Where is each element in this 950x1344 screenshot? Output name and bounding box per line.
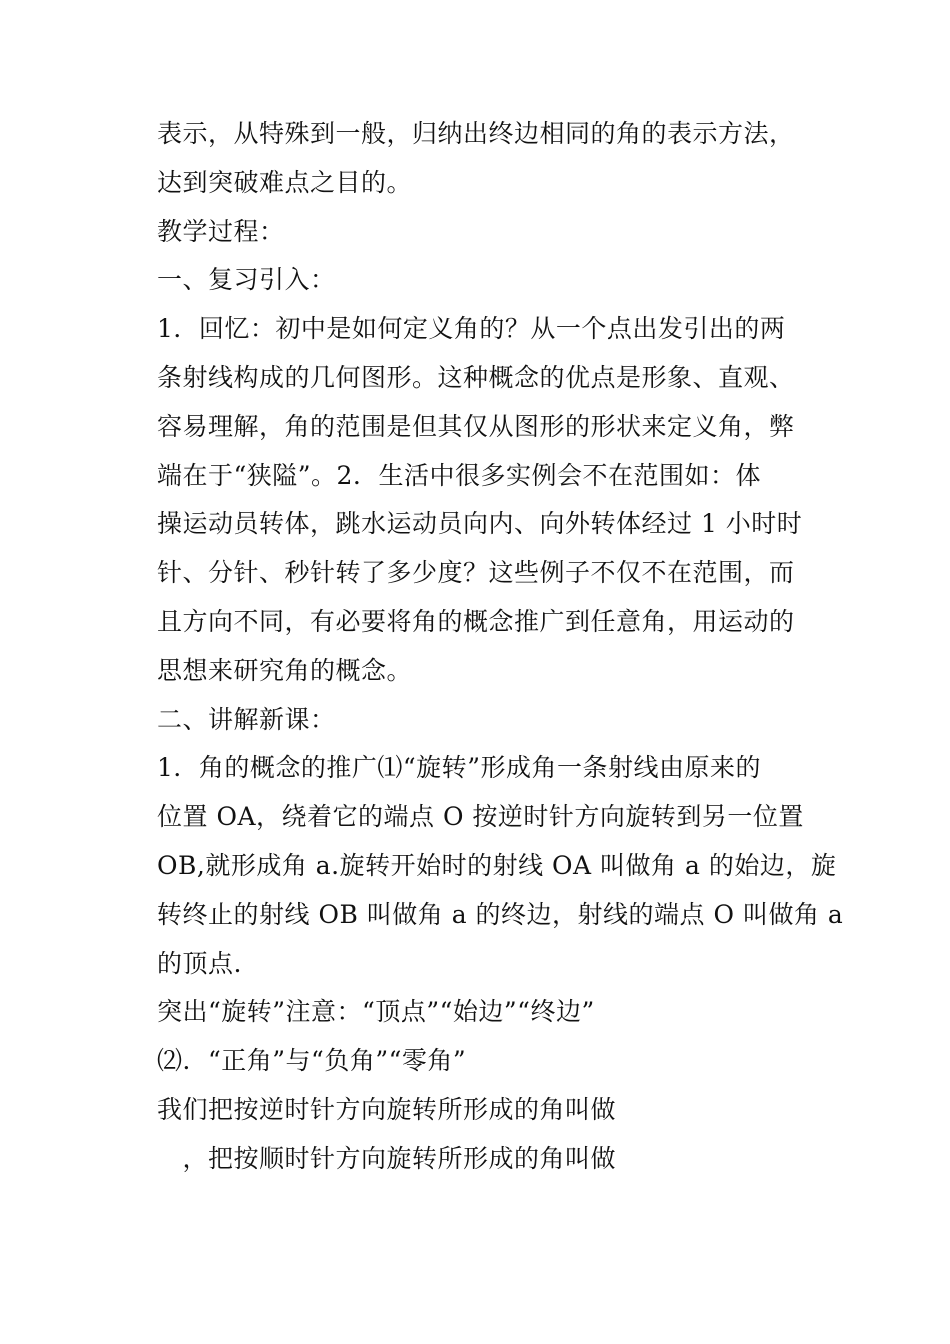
text-line: 的顶点.	[157, 948, 242, 978]
text-line: 教学过程：	[157, 216, 285, 246]
text-line: 且方向不同，有必要将角的概念推广到任意角，用运动的	[157, 606, 795, 636]
text-line: 位置 OA，绕着它的端点 O 按逆时针方向旋转到另一位置	[157, 802, 804, 832]
text-line: 表示，从特殊到一般，归纳出终边相同的角的表示方法，	[157, 119, 795, 148]
text-line: 条射线构成的几何图形。这种概念的优点是形象、直观、	[157, 362, 795, 392]
text-line: 针、分针、秒针转了多少度？这些例子不仅不在范围，而	[157, 558, 795, 588]
text-line: 端在于“狭隘”。2．生活中很多实例会不在范围如：体	[157, 460, 761, 490]
text-line: 突出“旋转”注意：“顶点”“始边”“终边”	[157, 997, 595, 1027]
text-line: 容易理解，角的范围是但其仅从图形的形状来定义角，弊	[157, 411, 795, 441]
text-line: 转终止的射线 OB 叫做角 a 的终边，射线的端点 O 叫做角 a	[157, 899, 844, 929]
text-line: 我们把按逆时针方向旋转所形成的角叫做	[157, 1094, 617, 1124]
section-heading: 二、讲解新课：	[157, 704, 336, 734]
text-line: 达到突破难点之目的。	[157, 167, 413, 197]
text-line: ，把按顺时针方向旋转所形成的角叫做	[157, 1143, 617, 1173]
text-line: ⑵．“正角”与“负角”“零角”	[157, 1046, 467, 1076]
text-line: 操运动员转体，跳水运动员向内、向外转体经过 1 小时时	[157, 509, 803, 539]
text-line: OB,就形成角 a.旋转开始时的射线 OA 叫做角 a 的始边，旋	[157, 850, 837, 880]
text-line: 思想来研究角的概念。	[157, 655, 413, 685]
document-body	[157, 110, 844, 1184]
text-line: 1．角的概念的推广⑴“旋转”形成角一条射线由原来的	[157, 753, 761, 783]
section-heading: 一、复习引入：	[157, 265, 336, 295]
text-line: 1．回忆：初中是如何定义角的？从一个点出发引出的两	[157, 314, 786, 344]
